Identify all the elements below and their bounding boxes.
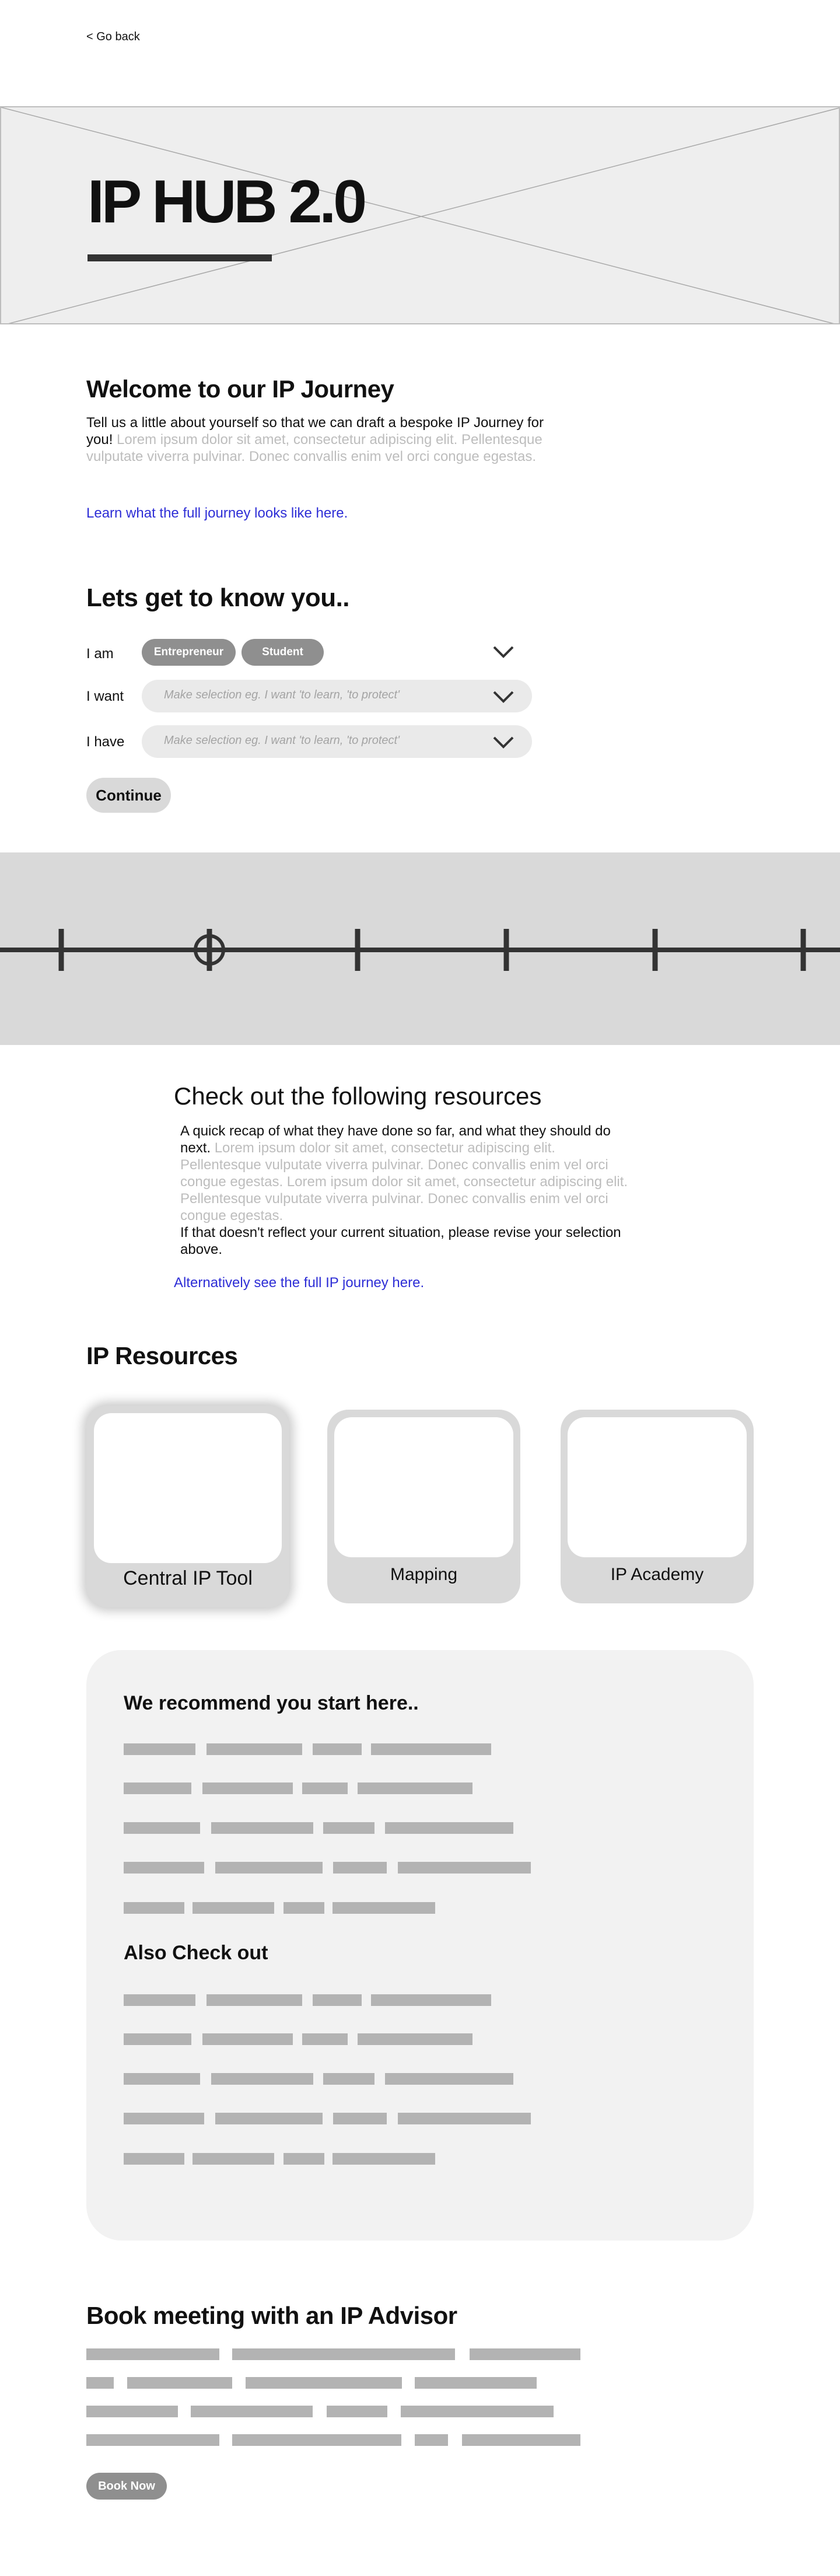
skeleton-bar <box>302 1782 348 1794</box>
i-am-label: I am <box>86 646 114 662</box>
skeleton-bar <box>284 2153 324 2165</box>
skeleton-bar <box>284 1902 324 1914</box>
ip-resources-title: IP Resources <box>86 1342 238 1369</box>
skeleton-bar <box>124 1902 184 1914</box>
continue-button[interactable]: Continue <box>86 778 171 813</box>
hero-title-underline <box>88 254 272 261</box>
skeleton-bar <box>206 1994 302 2006</box>
i-want-label: I want <box>86 688 124 704</box>
timeline-graphic <box>0 852 840 1045</box>
i-have-placeholder: Make selection eg. I want 'to learn, 'to protect' <box>164 734 400 747</box>
skeleton-bar <box>313 1994 362 2006</box>
skeleton-bar <box>124 1782 191 1794</box>
resource-card-ip-academy[interactable] <box>561 1410 754 1603</box>
welcome-title: Welcome to our IP Journey <box>86 375 394 403</box>
card-label: Mapping <box>390 1565 458 1584</box>
resource-card-mapping[interactable] <box>327 1410 520 1603</box>
skeleton-bar <box>211 2073 313 2085</box>
resources-text-placeholder: Lorem ipsum dolor sit amet, consectetur adipiscing elit. Pellentesque vulputate viverra pulvinar. Donec convallis enim vel orci congue egestas. Lorem ipsum dolor sit amet, consectetur adipiscing elit. Pellentesque vulputate viverra pulvinar. Donec convallis enim vel orci congue egestas. <box>180 1140 628 1224</box>
also-check-out-title: Also Check out <box>124 1942 268 1964</box>
skeleton-bar <box>192 2153 274 2165</box>
skeleton-bar <box>202 2033 293 2045</box>
skeleton-bar <box>124 2073 200 2085</box>
resources-text <box>180 1123 629 1258</box>
go-back-link[interactable]: < Go back <box>86 30 140 43</box>
skeleton-bar <box>246 2377 402 2389</box>
skeleton-bar <box>86 2434 219 2446</box>
hero-title: IP HUB 2.0 <box>88 168 365 236</box>
journey-timeline <box>0 852 840 1045</box>
skeleton-bar <box>333 2113 387 2124</box>
skeleton-bar <box>470 2348 580 2360</box>
skeleton-bar <box>124 2033 191 2045</box>
chevron-down-icon[interactable] <box>492 690 514 703</box>
skeleton-bar <box>323 2073 374 2085</box>
skeleton-bar <box>415 2434 448 2446</box>
skeleton-bar <box>124 2113 204 2124</box>
chevron-down-icon[interactable] <box>492 736 514 749</box>
i-want-placeholder: Make selection eg. I want 'to learn, 'to protect' <box>164 688 400 701</box>
skeleton-bar <box>415 2377 537 2389</box>
skeleton-bar <box>371 1743 491 1755</box>
skeleton-bar <box>371 1994 491 2006</box>
skeleton-bar <box>323 1822 374 1834</box>
card-label: IP Academy <box>610 1565 704 1584</box>
i-have-select[interactable] <box>142 725 532 758</box>
skeleton-bar <box>86 2377 114 2389</box>
skeleton-bar <box>327 2406 387 2417</box>
skeleton-bar <box>232 2348 455 2360</box>
skeleton-bar <box>211 1822 313 1834</box>
chip-entrepreneur[interactable]: Entrepreneur <box>142 639 236 666</box>
book-meeting-title: Book meeting with an IP Advisor <box>86 2302 457 2329</box>
skeleton-bar <box>124 1994 195 2006</box>
skeleton-bar <box>202 1782 293 1794</box>
chip-student[interactable]: Student <box>242 639 324 666</box>
skeleton-bar <box>462 2434 580 2446</box>
resources-title: Check out the following resources <box>174 1082 542 1110</box>
skeleton-bar <box>192 1902 274 1914</box>
skeleton-bar <box>124 1743 195 1755</box>
skeleton-bar <box>232 2434 401 2446</box>
resources-text-main: A quick recap of what they have done so far, and what they should do next. <box>180 1123 611 1156</box>
chevron-down-icon[interactable] <box>492 645 514 658</box>
skeleton-bar <box>398 1862 531 1874</box>
resource-card-central-ip-tool[interactable] <box>86 1406 289 1607</box>
skeleton-bar <box>86 2406 178 2417</box>
hero-banner <box>0 106 840 324</box>
skeleton-bar <box>398 2113 531 2124</box>
skeleton-bar <box>215 1862 323 1874</box>
card-image <box>568 1417 747 1557</box>
skeleton-bar <box>302 2033 348 2045</box>
card-label: Central IP Tool <box>123 1567 253 1589</box>
skeleton-bar <box>385 1822 513 1834</box>
card-image <box>334 1417 513 1557</box>
skeleton-bar <box>401 2406 554 2417</box>
skeleton-bar <box>215 2113 323 2124</box>
skeleton-bar <box>86 2348 219 2360</box>
skeleton-bar <box>124 1862 204 1874</box>
skeleton-bar <box>313 1743 362 1755</box>
i-have-label: I have <box>86 734 125 750</box>
skeleton-bar <box>358 2033 473 2045</box>
welcome-text-placeholder: Lorem ipsum dolor sit amet, consectetur adipiscing elit. Pellentesque vulputate viverra pulvinar. Donec convallis enim vel orci congue egestas. <box>86 432 542 464</box>
skeleton-bar <box>127 2377 232 2389</box>
skeleton-bar <box>206 1743 302 1755</box>
full-ip-journey-link[interactable]: Alternatively see the full IP journey here. <box>174 1275 425 1291</box>
skeleton-bar <box>124 1822 200 1834</box>
skeleton-bar <box>385 2073 513 2085</box>
skeleton-bar <box>358 1782 473 1794</box>
skeleton-bar <box>124 2153 184 2165</box>
resources-text-after: If that doesn't reflect your current situation, please revise your selection above. <box>180 1225 621 1257</box>
welcome-text <box>86 414 570 465</box>
recommendations-panel <box>86 1650 754 2241</box>
skeleton-bar <box>333 1862 387 1874</box>
i-want-select[interactable] <box>142 680 532 712</box>
full-journey-link[interactable]: Learn what the full journey looks like here. <box>86 505 348 521</box>
skeleton-bar <box>332 1902 435 1914</box>
book-now-button[interactable]: Book Now <box>86 2473 167 2500</box>
skeleton-bar <box>332 2153 435 2165</box>
recommend-title: We recommend you start here.. <box>124 1692 419 1714</box>
welcome-text-main: Tell us a little about yourself so that we can draft a bespoke IP Journey for you! <box>86 415 544 448</box>
card-image <box>94 1413 282 1563</box>
skeleton-bar <box>191 2406 313 2417</box>
know-you-title: Lets get to know you.. <box>86 583 350 612</box>
